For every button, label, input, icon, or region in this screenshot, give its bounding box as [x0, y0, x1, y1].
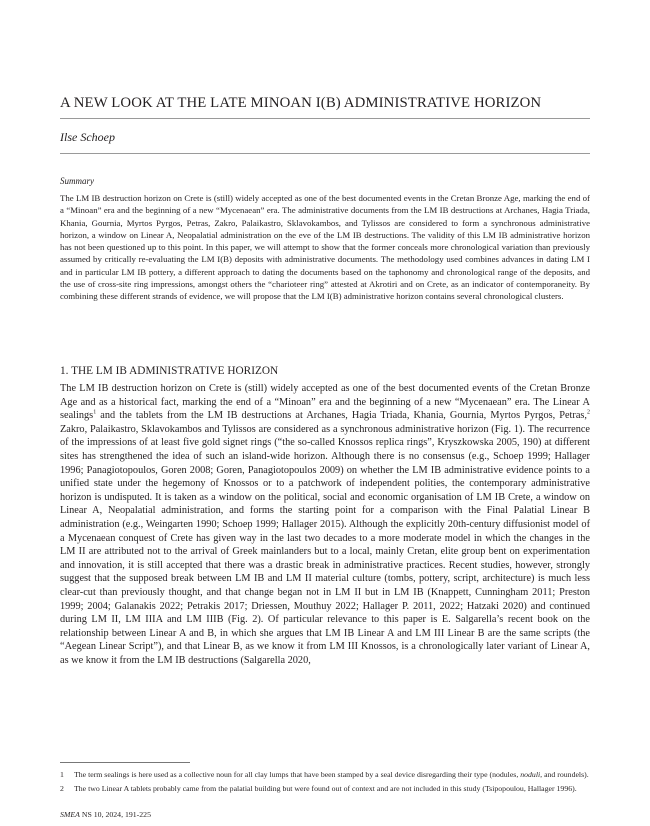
- footnote-number: 1: [60, 770, 64, 779]
- journal-citation: [60, 810, 151, 820]
- title-rule: [60, 118, 590, 119]
- body-text-part-2: and the tablets from the LM IB destructions at Archanes, Hagia Triada, Khania, Gournia, Myrtos Pyrgos, Petras,: [96, 410, 587, 422]
- footnote-number: 2: [60, 783, 64, 793]
- footnote-text-end: , and roundels).: [540, 770, 589, 779]
- citation-details: NS 10, 2024, 191-225: [79, 810, 151, 819]
- journal-name: SMEA: [60, 810, 80, 819]
- body-paragraph: [60, 382, 590, 667]
- author-rule: [60, 153, 590, 154]
- footnote-text: The two Linear A tablets probably came from the palatial building but were found out of context and are not included in this study (Tsipopoulou, Hallager 1996).: [74, 783, 577, 793]
- footnote-ref-1[interactable]: 1: [93, 409, 97, 416]
- summary-text: The LM IB destruction horizon on Crete is (still) widely accepted as one of the best documented events in the Cretan Bronze Age, marking the end of a “Minoan” era and the beginning of a new “Mycenaean” era. The administrative documents from the LM IB destructions at Archanes, Hagia Triada, Khania, Gournia, Myrtos Pyrgos, Petras, Zakro, Palaikastro, Sklavokambos, and Tylissos are considered to form a synchronous administrative horizon, a window on Linear A, Neopalatial administration on the eve of the LM IB destructions. The validity of this LM IB administrative horizon has not been questioned up to this point. In this paper, we will attempt to show that the former conceals more chronological variation than previously assumed by critically re-evaluating the LM I(B) deposits with administrative documents. The methodology used combines advances in dating LM I and in particular LM IB pottery, a different approach to dating the documents based on the taphonomy and chronological range of the deposits, and the use of cross-site ring impressions, amongst others the “charioteer ring” attested at Akrotiri and on Crete, as an indicator of contemporaneity. By combining these different strands of evidence, we will propose that the LM I(B) administrative horizon contains several chronological clusters.: [60, 193, 590, 302]
- author-name: Ilse Schoep: [60, 130, 115, 144]
- body-text-part-1: The LM IB destruction horizon on Crete is (still) widely accepted as one of the best documented events of the Cretan Bronze Age and as a historical fact, marking the end of a “Minoan” era and the beginning of a new “Mycenaean” era. The Linear A sealings: [60, 383, 590, 422]
- footnotes: [60, 770, 590, 797]
- footnote-2: [60, 784, 590, 795]
- footnote-emphasis: noduli: [520, 770, 541, 779]
- body-text-part-3: Zakro, Palaikastro, Sklavokambos and Tylissos are considered as a synchronous administrative horizon (Fig. 1). The recurrence of the impressions of at least five gold signet rings (“the so-called Knossos replica rings”, Kryszkowska 2005, 190) at different sites has strengthened the idea of such an island-wide horizon. Although there is no consensus (e.g., Schoep 1999; Hallager 1996; Panagiotopoulos, Goren 2008; Goren, Panagiotopoulos 2009) on whether the LM IB administrative evidence points to a unified state under the hegemony of Knossos or to a patchwork of independent polities, the contemporary administrative horizon is undisputed. It is taken as a window on the political, social and economic organisation of LM IB Crete, a window on Linear A, Neopalatial administration, and forms the starting point for a comparison with the Final Palatial Linear B administration (e.g., Weingarten 1990; Schoep 1999; Hallager 2015). Although the explicitly 20th-century diffusionist model of a Mycenaean conquest of Crete has given way in the last two decades to a more moderate model in which the changes in the LM II are attributed not to the arrival of Greek mainlanders but to a local, mainly Cretan, elite group bent on experimentation and innovation, it is still accepted that there was a drastic break in administrative practices. Recent studies, however, strongly suggest that the supposed break between LM IB and LM II material culture (tombs, pottery, script, architecture) is much less clear-cut than previously thought, and that change began not in LM II but in LM IB (Knappett, Cunningham 2011; Preston 1999; 2004; Galanakis 2022; Petrakis 2017; Driessen, Mouthuy 2022; Hallager P. 2011, 2022; Hatzaki 2020) and continued during LM II, LM IIIA and LM IIIB (Fig. 2). Of particular relevance to this paper is E. Salgarella’s recent book on the relationship between Linear A and B, in which she argues that LM IB Linear A and LM III Linear B are the same scripts (the “Aegean Linear Script”), and that Linear B, as we know it from LM III Knossos, is a chronologically later variant of Linear A, as we know it from the LM IB destructions (Salgarella 2020,: [60, 423, 590, 666]
- section-heading: 1. THE LM IB ADMINISTRATIVE HORIZON: [60, 365, 279, 377]
- footnote-rule: [60, 762, 190, 763]
- footnote-1: [60, 770, 590, 781]
- footnote-text: The term sealings is here used as a collective noun for all clay lumps that have been stamped by a seal device disregarding their type (nodules,: [74, 770, 521, 779]
- summary-label: Summary: [60, 176, 94, 186]
- footnote-ref-2[interactable]: 2: [587, 409, 590, 416]
- article-title: A NEW LOOK AT THE LATE MINOAN I(B) ADMINISTRATIVE HORIZON: [60, 95, 542, 111]
